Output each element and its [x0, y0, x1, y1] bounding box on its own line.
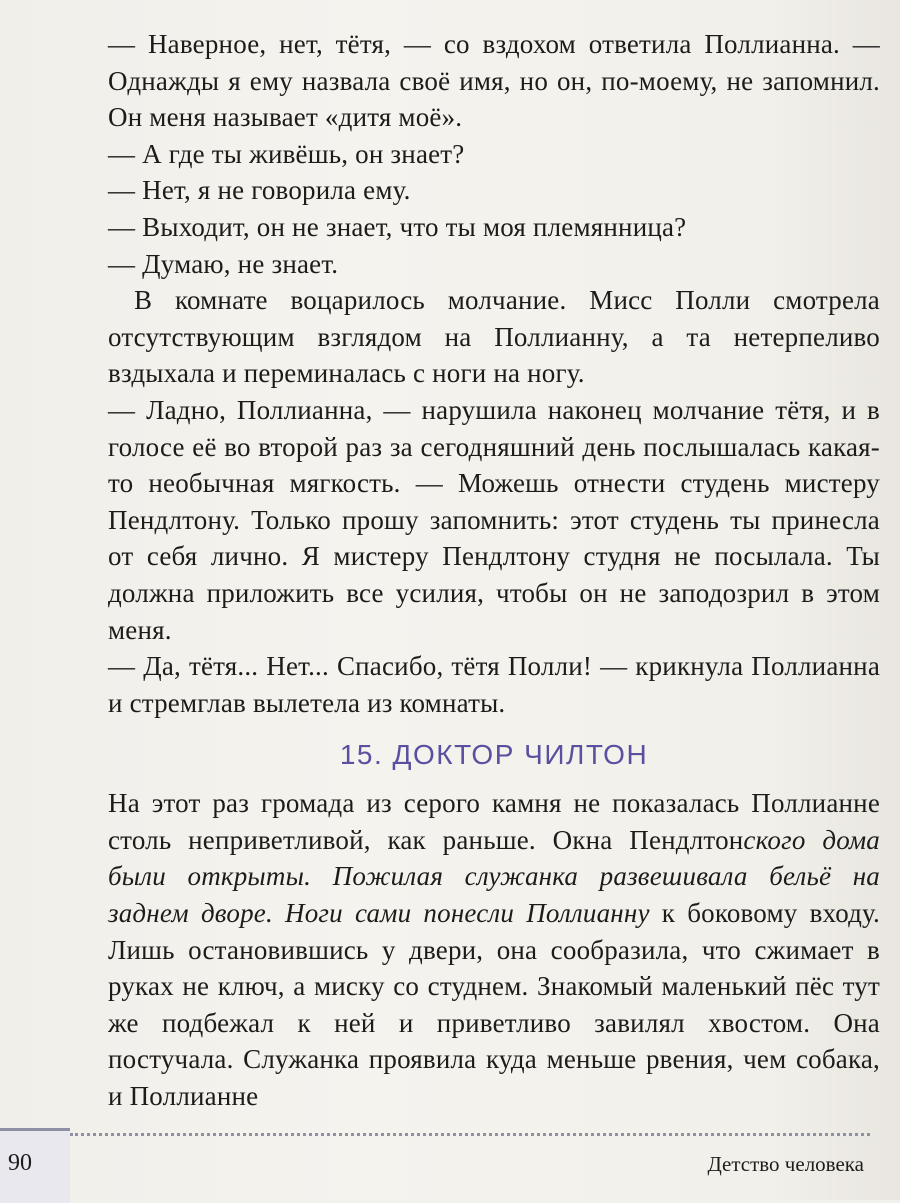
- paragraph: — Да, тётя... Нет... Спасибо, тётя Полли! — крикнула Поллианна и стремглав вылетела из комнаты.: [108, 651, 880, 718]
- chapter-title: 15. ДОКТОР ЧИЛТОН: [339, 739, 649, 771]
- page-number: 90: [8, 1150, 32, 1176]
- paragraph: — Выходит, он не знает, что ты моя племянница?: [108, 211, 687, 242]
- body-text: [108, 26, 880, 1115]
- chapter-paragraph-part3: к боковому входу. Лишь остановившись у двери, она сообразила, что сжимает в руках не ключ, а миску со студнем. Знакомый маленький пёс тут же подбежал к ней и приветливо завилял хвостом. Она постучала. Служанка проявила куда меньше рвения, чем собака, и Поллианне: [108, 898, 880, 1112]
- paragraph: — Наверное, нет, тётя, — со вздохом ответила Поллианна. — Однажды я ему назвала своё имя, но он, по-моему, не запомнил. Он меня называет «дитя моё».: [108, 29, 880, 133]
- paragraph: — А где ты живёшь, он знает?: [108, 138, 465, 169]
- paragraph: — Нет, я не говорила ему.: [108, 175, 411, 206]
- chapter-paragraph: [108, 785, 880, 1114]
- chapter-paragraph-italic: ского дома были открыты. Пожилая служанка развешивала бельё на заднем дворе. Ноги сами понесли Поллианну: [108, 824, 880, 929]
- chapter-paragraph-part1: На этот раз громада из серого камня не показалась Поллианне столь неприветливой, как раньше. Окна Пендлтон: [108, 788, 880, 855]
- paragraph: В комнате воцарилось молчание. Мисс Полли смотрела отсутствующим взглядом на Поллианну, а та нетерпеливо вздыхала и переминалась с ноги на ногу.: [108, 285, 880, 389]
- running-title: Детство человека: [707, 1152, 864, 1176]
- paragraph: — Думаю, не знает.: [108, 248, 339, 279]
- footer-divider: [70, 1133, 870, 1136]
- paragraph: — Ладно, Поллианна, — нарушила наконец молчание тётя, и в голосе её во второй раз за сегодняшний день послышалась какая-то необычная мягкость. — Можешь отнести студень мистеру Пендлтону. Только прошу запомнить: этот студень ты принесла от себя лично. Я мистеру Пендлтону студня не посылала. Ты должна приложить все усилия, чтобы он не заподозрил в этом меня.: [108, 394, 880, 645]
